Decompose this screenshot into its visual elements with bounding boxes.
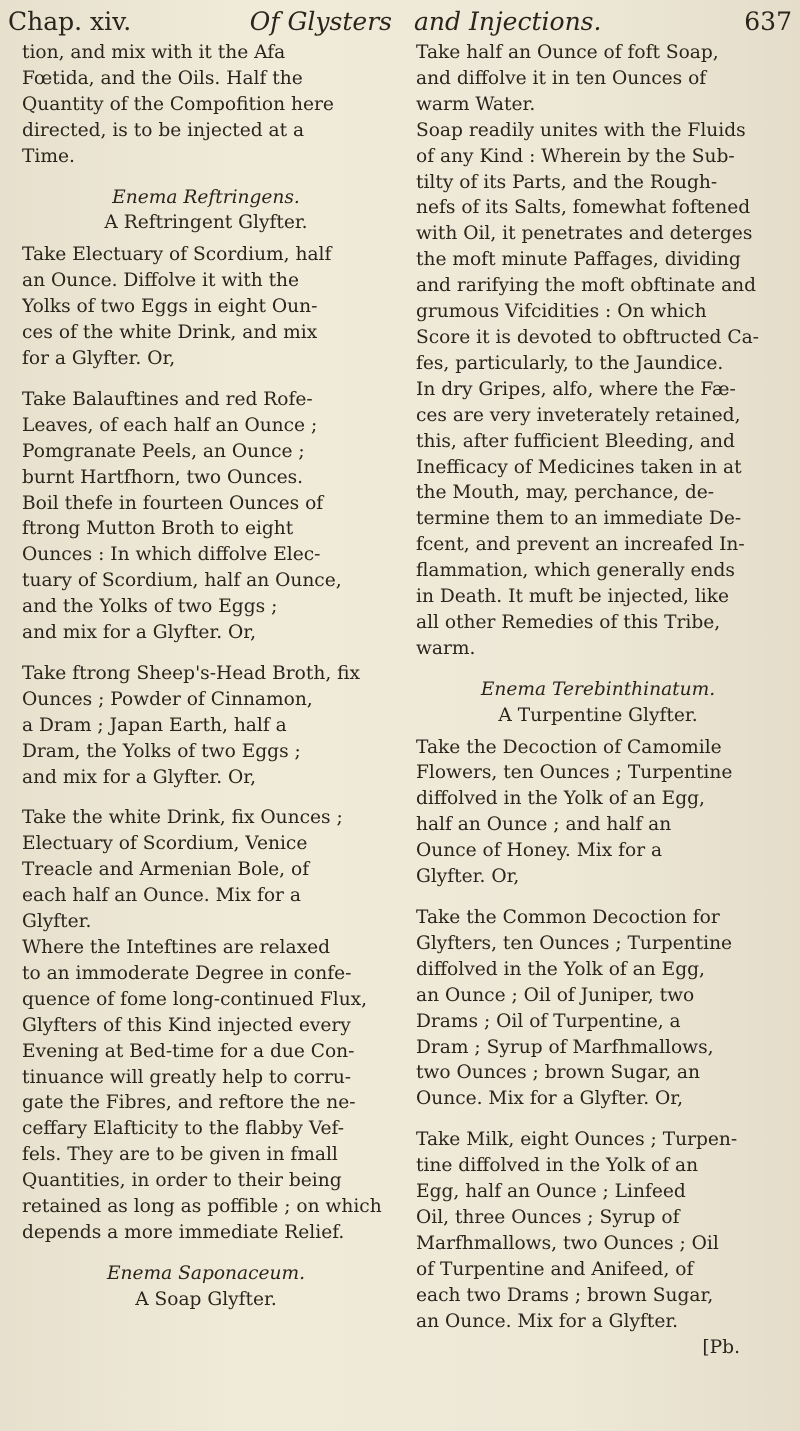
text-line: nefs of its Salts, fomewhat foftened xyxy=(416,197,751,219)
text-line: Yolks of two Eggs in eight Oun- xyxy=(22,296,318,318)
text-line: Glyfter. Or, xyxy=(416,866,520,888)
text-line: diffolved in the Yolk of an Egg, xyxy=(416,958,705,980)
text-line: Pomgranate Peels, an Ounce ; xyxy=(22,440,305,462)
text-line: and mix for a Glyfter. Or, xyxy=(22,622,257,644)
text-line: Leaves, of each half an Ounce ; xyxy=(22,414,318,436)
text-line: and the Yolks of two Eggs ; xyxy=(22,596,278,618)
text-line: an Ounce. Diffolve it with the xyxy=(22,270,300,292)
text-line: depends a more immediate Relief. xyxy=(22,1221,345,1243)
text-line: retained as long as poffible ; on which xyxy=(22,1196,382,1218)
paragraph xyxy=(22,40,390,170)
text-line: Score it is devoted to obftructed Ca- xyxy=(416,326,759,348)
paragraph xyxy=(416,735,780,890)
text-line: Treacle and Armenian Bole, of xyxy=(22,859,310,881)
text-line: Take the Decoction of Camomile xyxy=(416,736,722,758)
running-title-left: Of Glysters xyxy=(249,7,392,36)
recipe-title: Enema Reftringens. xyxy=(112,186,300,208)
text-line: with Oil, it penetrates and deterges xyxy=(416,223,753,245)
text-line: Dram ; Syrup of Marfhmallows, xyxy=(416,1036,714,1058)
text-line: gate the Fibres, and reftore the ne- xyxy=(22,1092,356,1114)
text-line: tinuance will greatly help to corru- xyxy=(22,1066,352,1088)
text-line: quence of fome long-continued Flux, xyxy=(22,988,368,1010)
text-line: ces are very inveterately retained, xyxy=(416,404,741,426)
text-line: ftrong Mutton Broth to eight xyxy=(22,518,294,540)
text-line: In dry Gripes, alfo, where the Fæ- xyxy=(416,378,736,400)
text-line: Glyfter. xyxy=(22,911,92,933)
text-line: half an Ounce ; and half an xyxy=(416,814,672,836)
text-line: Quantity of the Compofition here xyxy=(22,93,334,115)
text-line: Ounces : In which diffolve Elec- xyxy=(22,544,321,566)
paragraph xyxy=(22,661,390,791)
text-line: and mix for a Glyfter. Or, xyxy=(22,766,257,788)
text-line: Glyfters, ten Ounces ; Turpentine xyxy=(416,932,733,954)
text-line: fels. They are to be given in fmall xyxy=(22,1144,338,1166)
text-line: Ounce of Honey. Mix for a xyxy=(416,840,663,862)
paragraph xyxy=(416,118,780,662)
text-line: and rarifying the moft obftinate and xyxy=(416,275,757,297)
text-line: Glyfters of this Kind injected every xyxy=(22,1014,351,1036)
text-line: Dram, the Yolks of two Eggs ; xyxy=(22,740,301,762)
recipe-title: Enema Saponaceum. xyxy=(106,1262,306,1284)
text-columns xyxy=(8,40,792,1360)
text-line: Quantities, in order to their being xyxy=(22,1170,342,1192)
text-line: Take Balauftines and red Rofe- xyxy=(22,388,313,410)
text-line: Flowers, ten Ounces ; Turpentine xyxy=(416,762,733,784)
paragraph xyxy=(416,905,780,1112)
text-line: Soap readily unites with the Fluids xyxy=(416,119,746,141)
text-line: Boil thefe in fourteen Ounces of xyxy=(22,492,324,514)
text-line: in Death. It muft be injected, like xyxy=(416,586,729,608)
text-line: fcent, and prevent an increafed In- xyxy=(416,534,745,556)
text-line: termine them to an immediate De- xyxy=(416,508,742,530)
text-line: the moft minute Paffages, dividing xyxy=(416,249,741,271)
text-line: Where the Inteftines are relaxed xyxy=(22,937,330,958)
text-line: Take the Common Decoction for xyxy=(416,907,720,928)
text-line: tion, and mix with it the Afa xyxy=(22,42,286,63)
recipe-subtitle: A Reftringent Glyfter. xyxy=(104,212,308,234)
text-line: tine diffolved in the Yolk of an xyxy=(416,1155,699,1177)
text-line: flammation, which generally ends xyxy=(416,560,735,582)
paragraph xyxy=(416,1127,780,1334)
text-line: Ounces ; Powder of Cinnamon, xyxy=(22,688,313,710)
paragraph xyxy=(22,805,390,1245)
text-line: a Dram ; Japan Earth, half a xyxy=(22,714,287,736)
text-line: Evening at Bed-time for a due Con- xyxy=(22,1040,355,1062)
text-line: Fœtida, and the Oils. Half the xyxy=(22,67,303,89)
text-line: diffolved in the Yolk of an Egg, xyxy=(416,788,705,810)
text-line: Drams ; Oil of Turpentine, a xyxy=(416,1010,681,1032)
page-number: 637 xyxy=(744,7,792,36)
text-line: and diffolve it in ten Ounces of xyxy=(416,67,707,89)
text-line: Take ftrong Sheep's-Head Broth, fix xyxy=(22,662,361,684)
recipe-subtitle: A Turpentine Glyfter. xyxy=(498,704,698,726)
text-line: each half an Ounce. Mix for a xyxy=(22,885,301,907)
right-column xyxy=(400,40,792,1360)
text-line: fes, particularly, to the Jaundice. xyxy=(416,352,724,374)
paragraph xyxy=(416,40,780,118)
text-line: ceffary Elafticity to the flabby Vef- xyxy=(22,1118,345,1140)
text-line: Inefficacy of Medicines taken in at xyxy=(416,456,742,478)
text-line: for a Glyfter. Or, xyxy=(22,347,176,369)
text-line: Oil, three Ounces ; Syrup of xyxy=(416,1206,680,1228)
text-line: two Ounces ; brown Sugar, an xyxy=(416,1062,700,1084)
text-line: warm. xyxy=(416,637,476,659)
text-line: tuary of Scordium, half an Ounce, xyxy=(22,570,342,592)
paragraph xyxy=(22,387,390,646)
running-header xyxy=(8,4,792,40)
text-line: tilty of its Parts, and the Rough- xyxy=(416,171,718,193)
running-title-right: and Injections. xyxy=(414,7,602,36)
text-line: burnt Hartfhorn, two Ounces. xyxy=(22,466,304,488)
text-line: Take Milk, eight Ounces ; Turpen- xyxy=(416,1129,738,1151)
text-line: each two Drams ; brown Sugar, xyxy=(416,1284,714,1306)
text-line: grumous Vifcidities : On which xyxy=(416,301,707,323)
chapter-label: Chap. xiv. xyxy=(8,7,132,36)
text-line: Time. xyxy=(22,145,75,167)
text-line: this, after fufficient Bleeding, and xyxy=(416,430,735,452)
text-line: Take the white Drink, fix Ounces ; xyxy=(22,807,343,829)
text-line: Egg, half an Ounce ; Linfeed xyxy=(416,1181,686,1203)
text-line: to an immoderate Degree in confe- xyxy=(22,962,352,984)
text-line: Ounce. Mix for a Glyfter. Or, xyxy=(416,1088,684,1110)
recipe-subtitle: A Soap Glyfter. xyxy=(135,1288,277,1310)
text-line: an Ounce. Mix for a Glyfter. xyxy=(416,1310,679,1332)
text-line: of any Kind : Wherein by the Sub- xyxy=(416,145,735,167)
text-line: directed, is to be injected at a xyxy=(22,119,305,141)
text-line: of Turpentine and Anifeed, of xyxy=(416,1258,694,1280)
text-line: Electuary of Scordium, Venice xyxy=(22,833,308,855)
text-line: Take half an Ounce of foft Soap, xyxy=(416,42,719,63)
left-column xyxy=(8,40,400,1360)
text-line: ces of the white Drink, and mix xyxy=(22,322,318,344)
catchword: [Pb. xyxy=(702,1336,740,1358)
text-line: all other Remedies of this Tribe, xyxy=(416,611,721,633)
recipe-title: Enema Terebinthinatum. xyxy=(480,678,716,700)
paragraph xyxy=(22,242,390,372)
text-line: warm Water. xyxy=(416,93,536,115)
text-line: the Mouth, may, perchance, de- xyxy=(416,482,715,504)
text-line: Take Electuary of Scordium, half xyxy=(22,244,332,266)
text-line: Marfhmallows, two Ounces ; Oil xyxy=(416,1232,719,1254)
text-line: an Ounce ; Oil of Juniper, two xyxy=(416,984,695,1006)
